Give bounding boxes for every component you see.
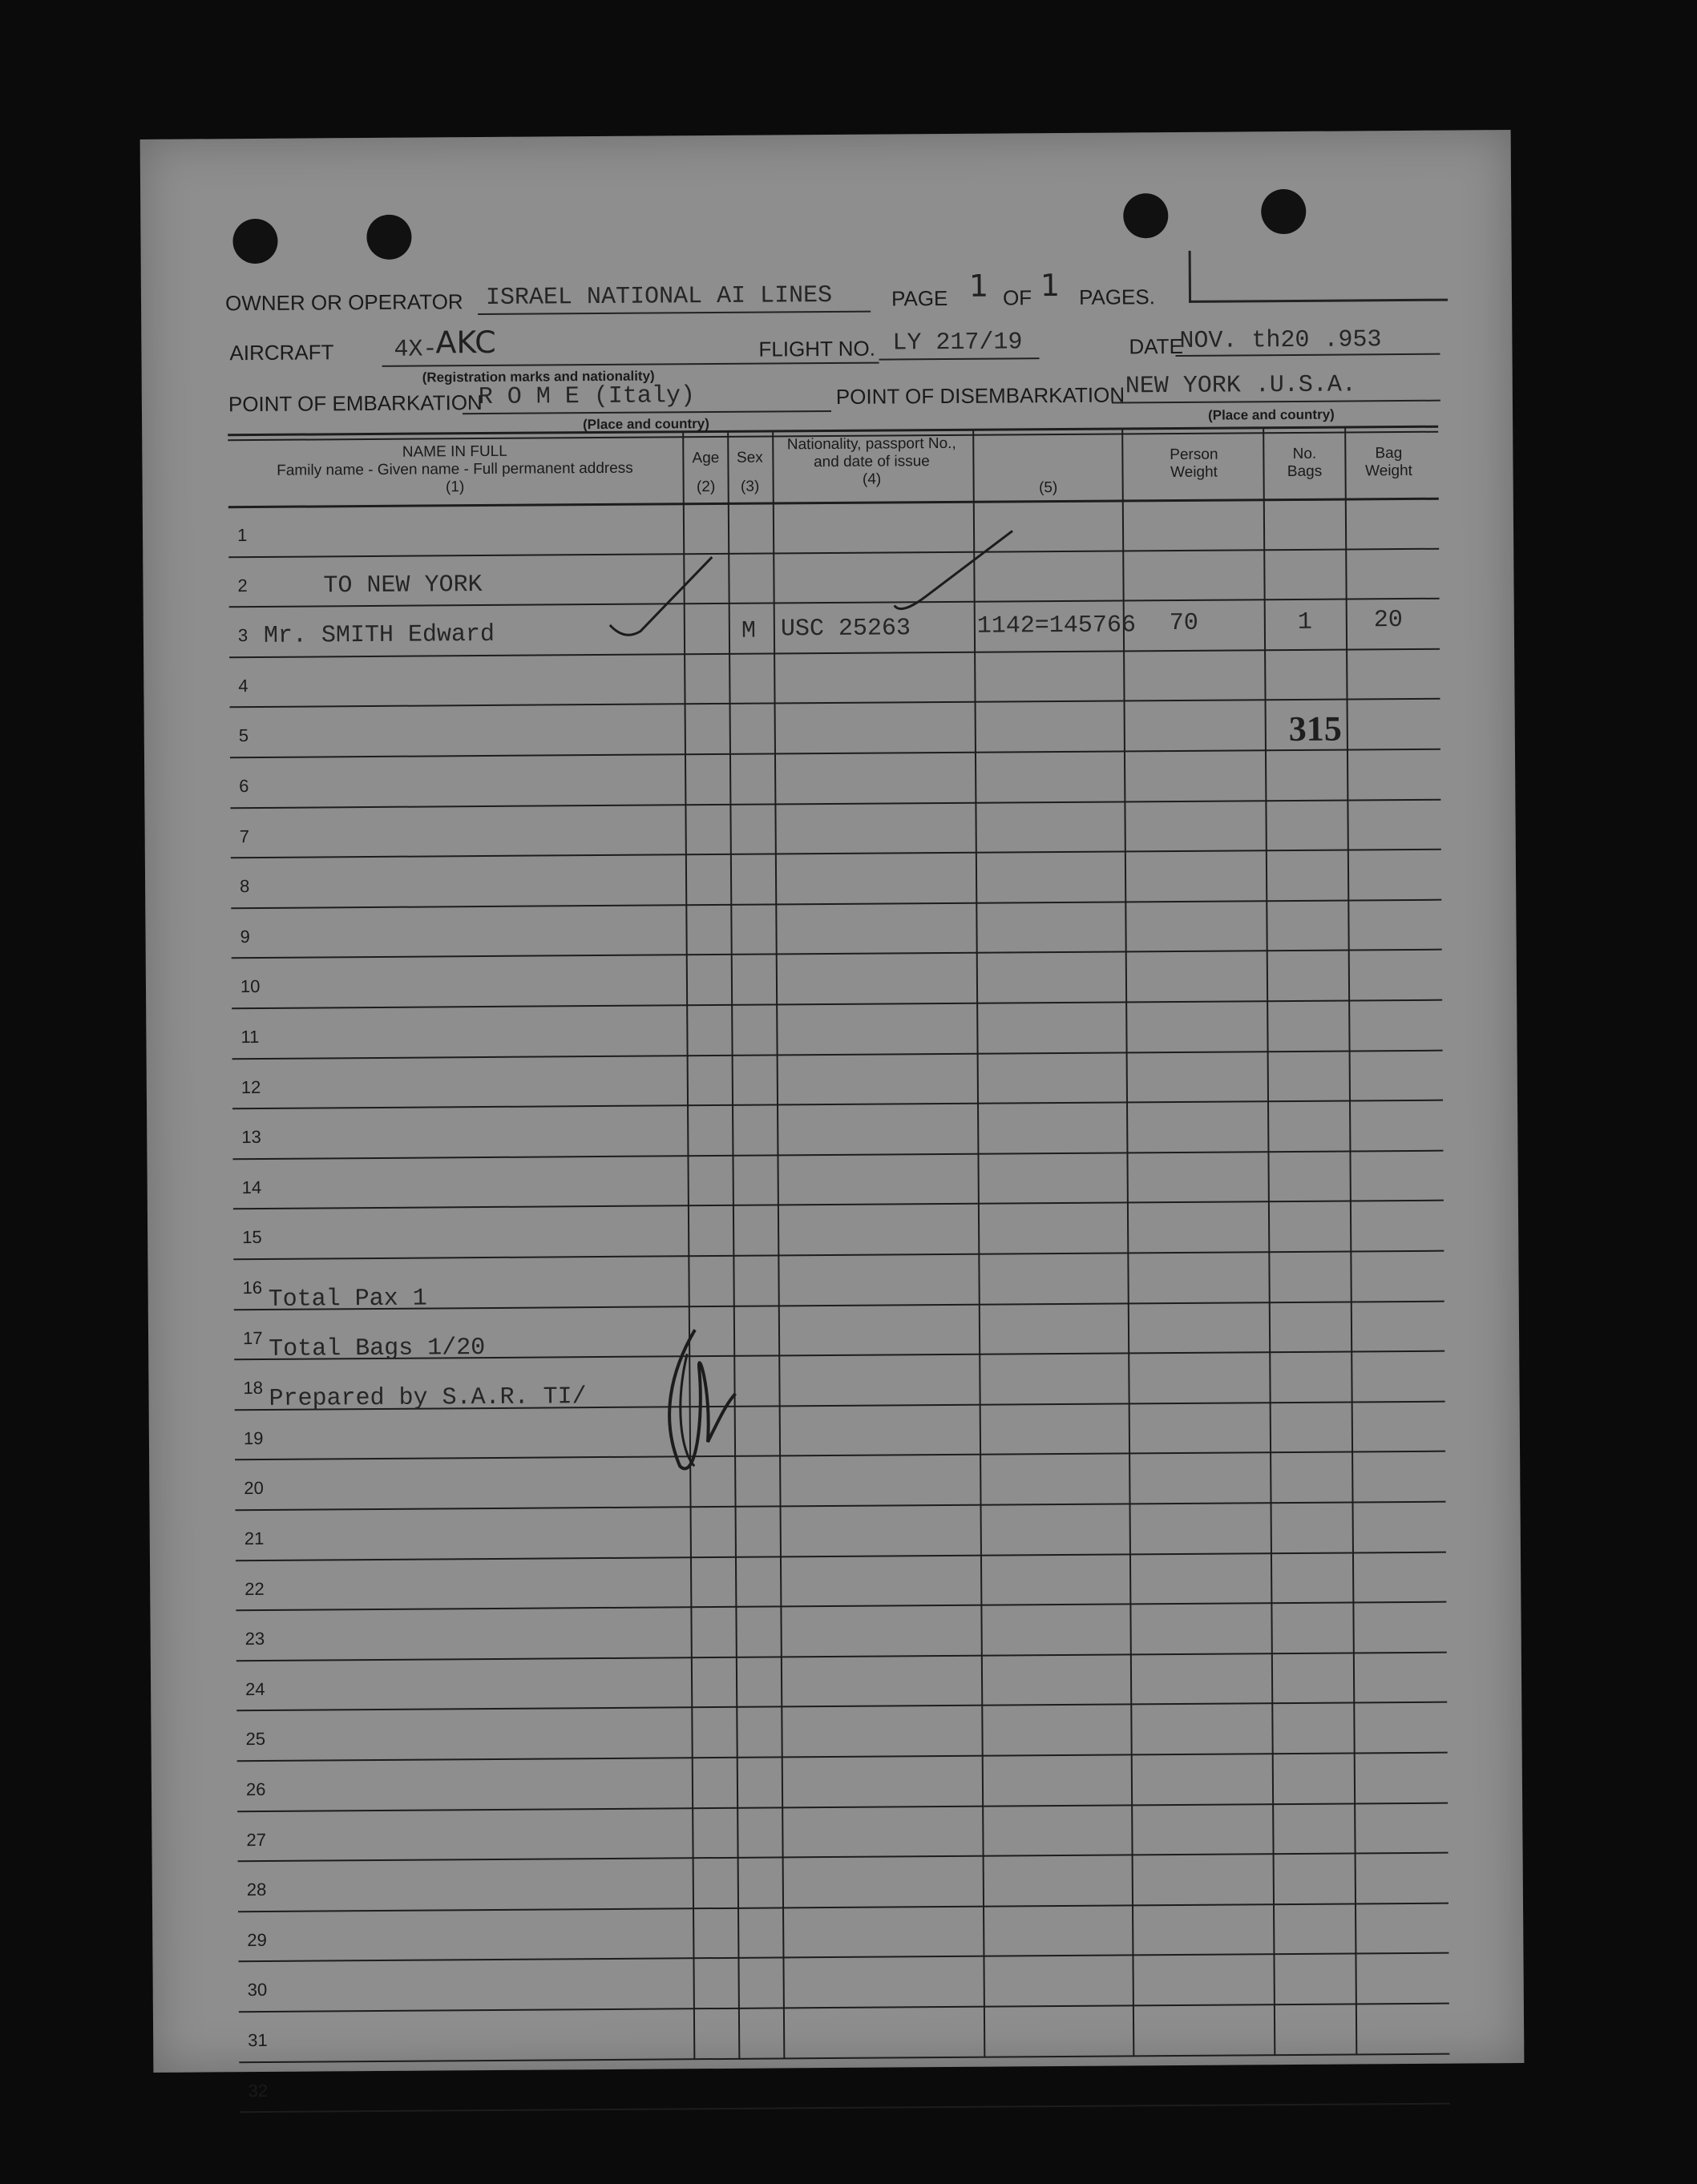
row-rule — [233, 1250, 1444, 1261]
row-rule — [235, 1451, 1445, 1461]
check-mark-2 — [892, 526, 1021, 623]
row-number: 6 — [239, 776, 249, 797]
row-rule — [236, 1651, 1447, 1661]
col-rule-2 — [727, 432, 740, 2059]
pages-label: PAGES. — [1078, 285, 1155, 309]
prepared-by: Prepared by S.A.R. TI/ — [269, 1383, 587, 1413]
col5-num: (5) — [1038, 479, 1058, 497]
col-rule-4 — [972, 430, 985, 2057]
row-number: 4 — [238, 675, 248, 696]
row3-person-weight: 70 — [1169, 609, 1198, 638]
col-nationality-header — [775, 435, 968, 490]
corner-box — [1189, 249, 1448, 303]
no-bags-title: No. Bags — [1287, 445, 1323, 481]
row-rule — [236, 1702, 1447, 1712]
row-rule — [239, 2053, 1449, 2063]
signature-mark — [655, 1322, 744, 1483]
header-bottom-rule — [228, 498, 1439, 509]
row-rule — [232, 1100, 1443, 1110]
stamp-number: 315 — [1288, 708, 1342, 749]
row-rule — [232, 1149, 1443, 1160]
total-bags: Total Bags 1/20 — [269, 1334, 486, 1363]
row-rule — [233, 1200, 1444, 1210]
row-number: 18 — [243, 1378, 264, 1399]
row-number: 3 — [237, 625, 248, 646]
row-number: 28 — [246, 1879, 267, 1900]
age-title: Age — [692, 449, 720, 467]
row-number: 7 — [239, 826, 250, 846]
row-number: 20 — [244, 1478, 264, 1499]
row-number: 12 — [240, 1076, 261, 1097]
row-rule — [237, 1802, 1448, 1812]
row3-passport: USC 25263 — [780, 615, 911, 644]
punch-hole-2 — [366, 215, 411, 260]
manifest-sheet — [140, 130, 1525, 2101]
embark-underline — [463, 410, 831, 414]
row-number: 5 — [238, 725, 249, 746]
row-number: 21 — [244, 1528, 265, 1549]
sex-num: (3) — [740, 478, 760, 495]
row-number: 10 — [240, 976, 261, 997]
row-rule — [236, 1501, 1446, 1512]
row-number: 29 — [247, 1929, 267, 1950]
row-number: 26 — [245, 1778, 266, 1800]
of-label: OF — [1002, 285, 1032, 310]
row-rule — [230, 749, 1440, 759]
row-rule — [228, 547, 1439, 558]
row-number: 17 — [242, 1327, 263, 1348]
row3-bags: 1 — [1297, 608, 1312, 636]
row-rule — [236, 1601, 1446, 1612]
row-number: 24 — [245, 1678, 265, 1699]
flight-label: FLIGHT NO. — [758, 336, 875, 361]
row2-text: TO NEW YORK — [323, 571, 483, 600]
col-person-weight-header — [1129, 446, 1258, 482]
row-number: 1 — [236, 525, 248, 546]
page-label: PAGE — [891, 285, 948, 311]
row-rule — [231, 898, 1441, 909]
row-rule — [238, 1852, 1449, 1863]
embark-note: (Place and country) — [583, 416, 709, 433]
row-rule — [230, 698, 1440, 708]
total-pax: Total Pax 1 — [268, 1285, 427, 1314]
col-rule-5 — [1121, 429, 1134, 2056]
aircraft-label: AIRCRAFT — [229, 340, 334, 365]
age-num: (2) — [696, 478, 716, 496]
aircraft-prefix: 4X- — [394, 336, 438, 364]
row-number: 11 — [240, 1026, 260, 1048]
check-mark-1 — [608, 552, 721, 649]
row-number: 14 — [241, 1177, 262, 1197]
disembark-label: POINT OF DISEMBARKATION — [835, 382, 1125, 409]
row3-bag-weight: 20 — [1373, 607, 1403, 635]
row-rule — [240, 2103, 1450, 2113]
row-number: 16 — [242, 1277, 263, 1298]
embark-label: POINT OF EMBARKATION — [228, 390, 483, 417]
row-rule — [232, 999, 1442, 1010]
sex-title: Sex — [736, 449, 763, 466]
row3-name: Mr. SMITH Edward — [263, 620, 495, 650]
of-value: 1 — [1040, 267, 1061, 304]
name-sub: Family name - Given name - Full permanent address — [277, 459, 633, 479]
flight-value: LY 217/19 — [892, 329, 1023, 357]
name-num: (1) — [445, 478, 465, 496]
row-number: 27 — [246, 1829, 266, 1850]
col-bag-weight-header — [1344, 445, 1432, 481]
row-number: 25 — [245, 1729, 266, 1750]
col-5-header — [976, 478, 1121, 497]
col-rule-3 — [772, 431, 785, 2058]
punch-hole-3 — [1123, 193, 1168, 238]
col-name-header — [230, 442, 679, 498]
col-age-header — [684, 450, 727, 496]
row-rule — [229, 648, 1440, 658]
row-number: 22 — [244, 1578, 265, 1599]
row-rule — [232, 1049, 1443, 1060]
row-number: 15 — [242, 1227, 262, 1248]
col-rule-6 — [1263, 428, 1275, 2055]
bag-weight-title: Bag Weight — [1365, 445, 1412, 480]
row-number: 13 — [241, 1127, 261, 1148]
row-number: 9 — [240, 926, 250, 947]
person-weight-title: Person Weight — [1170, 446, 1218, 482]
name-title: NAME IN FULL — [402, 442, 507, 461]
row-rule — [231, 849, 1441, 859]
row-rule — [238, 1902, 1449, 1912]
disembark-note: (Place and country) — [1207, 406, 1335, 423]
row-number: 32 — [248, 2080, 269, 2101]
row-rule — [239, 2003, 1449, 2013]
row-number: 8 — [240, 876, 250, 897]
date-value: NOV. th20 .953 — [1179, 326, 1382, 355]
row-number: 31 — [248, 2029, 268, 2051]
aircraft-note: (Registration marks and nationality) — [422, 368, 655, 386]
aircraft-value: AKC — [435, 324, 496, 361]
nationality-title: Nationality, passport No., and date of issue — [786, 434, 956, 471]
nationality-num: (4) — [862, 470, 882, 488]
row3-sex: M — [741, 617, 757, 645]
row3-col5: 1142=145766 — [976, 612, 1137, 640]
row-rule — [238, 1952, 1449, 1963]
date-label: DATE — [1129, 333, 1183, 359]
row-rule — [229, 598, 1440, 608]
col-rule-1 — [682, 432, 695, 2059]
disembark-value: NEW YORK .U.S.A. — [1125, 371, 1356, 401]
owner-label: OWNER OR OPERATOR — [224, 289, 463, 316]
punch-hole-4 — [1261, 189, 1306, 234]
col-sex-header — [729, 450, 770, 496]
row-rule — [236, 1551, 1446, 1561]
embark-value: R O M E (Italy) — [478, 382, 696, 412]
flight-underline — [879, 357, 1040, 360]
page-value: 1 — [968, 268, 989, 304]
col-rule-7 — [1344, 428, 1357, 2055]
row-rule — [232, 949, 1442, 959]
row-rule — [230, 798, 1440, 809]
row-number: 19 — [243, 1427, 264, 1448]
row-number: 30 — [247, 1980, 268, 2000]
row-rule — [237, 1752, 1448, 1762]
owner-value: ISRAEL NATIONAL AI LINES — [485, 281, 833, 312]
punch-hole-1 — [232, 219, 277, 264]
disembark-underline — [1112, 400, 1440, 404]
aircraft-underline — [382, 362, 879, 367]
row-number: 23 — [244, 1629, 265, 1649]
row-number: 2 — [237, 575, 248, 595]
col-bags-header — [1264, 446, 1344, 482]
